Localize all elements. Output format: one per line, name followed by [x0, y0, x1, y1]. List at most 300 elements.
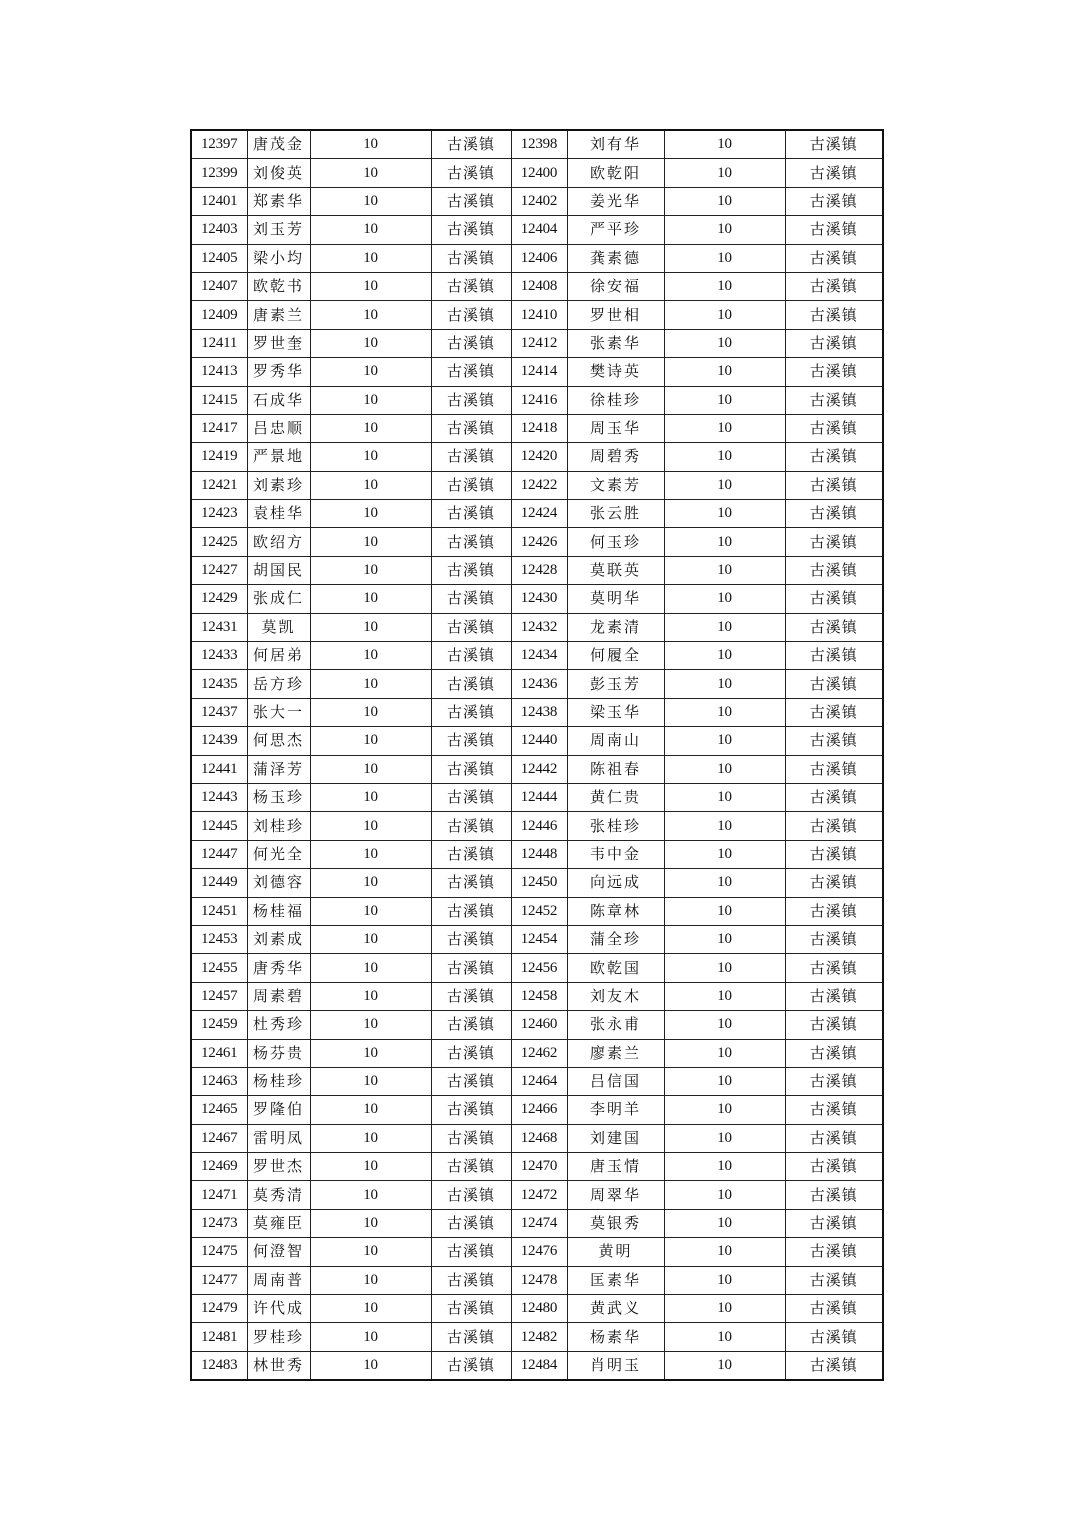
- record-id-cell: 12398: [511, 130, 567, 159]
- table-row: [191, 1011, 883, 1039]
- record-town-cell: 古溪镇: [431, 585, 511, 613]
- record-name-cell: 欧乾书: [247, 272, 310, 300]
- record-amount-cell: 10: [664, 1323, 785, 1351]
- record-id-cell: 12416: [511, 386, 567, 414]
- record-amount-cell: 10: [664, 755, 785, 783]
- record-amount-cell: 10: [664, 1238, 785, 1266]
- record-id-cell: 12407: [191, 272, 247, 300]
- record-name-cell: 肖明玉: [567, 1351, 664, 1380]
- record-amount-cell: 10: [310, 613, 431, 641]
- record-name-cell: 徐安福: [567, 272, 664, 300]
- record-id-cell: 12462: [511, 1039, 567, 1067]
- record-town-cell: 古溪镇: [431, 1323, 511, 1351]
- record-town-cell: 古溪镇: [431, 1096, 511, 1124]
- record-id-cell: 12449: [191, 869, 247, 897]
- record-id-cell: 12464: [511, 1067, 567, 1095]
- record-id-cell: 12450: [511, 869, 567, 897]
- record-id-cell: 12427: [191, 556, 247, 584]
- record-name-cell: 何光全: [247, 840, 310, 868]
- record-town-cell: 古溪镇: [431, 500, 511, 528]
- record-town-cell: 古溪镇: [785, 613, 883, 641]
- record-town-cell: 古溪镇: [431, 358, 511, 386]
- record-name-cell: 欧乾阳: [567, 159, 664, 187]
- record-id-cell: 12475: [191, 1238, 247, 1266]
- record-amount-cell: 10: [664, 272, 785, 300]
- record-amount-cell: 10: [664, 1124, 785, 1152]
- record-amount-cell: 10: [310, 1096, 431, 1124]
- record-name-cell: 刘有华: [567, 130, 664, 159]
- record-town-cell: 古溪镇: [431, 216, 511, 244]
- record-amount-cell: 10: [310, 1266, 431, 1294]
- record-name-cell: 梁玉华: [567, 698, 664, 726]
- record-town-cell: 古溪镇: [785, 187, 883, 215]
- record-amount-cell: 10: [310, 244, 431, 272]
- record-id-cell: 12459: [191, 1011, 247, 1039]
- record-name-cell: 何履全: [567, 642, 664, 670]
- record-name-cell: 廖素兰: [567, 1039, 664, 1067]
- record-amount-cell: 10: [664, 216, 785, 244]
- record-id-cell: 12460: [511, 1011, 567, 1039]
- record-name-cell: 严景地: [247, 443, 310, 471]
- record-town-cell: 古溪镇: [785, 585, 883, 613]
- table-row: [191, 925, 883, 953]
- record-amount-cell: 10: [310, 301, 431, 329]
- record-town-cell: 古溪镇: [785, 471, 883, 499]
- record-town-cell: 古溪镇: [431, 386, 511, 414]
- record-id-cell: 12438: [511, 698, 567, 726]
- record-amount-cell: 10: [310, 216, 431, 244]
- record-amount-cell: 10: [664, 783, 785, 811]
- record-name-cell: 罗世杰: [247, 1153, 310, 1181]
- record-name-cell: 匡素华: [567, 1266, 664, 1294]
- record-name-cell: 唐玉情: [567, 1153, 664, 1181]
- table-row: [191, 1153, 883, 1181]
- record-id-cell: 12467: [191, 1124, 247, 1152]
- record-name-cell: 罗桂珍: [247, 1323, 310, 1351]
- record-id-cell: 12431: [191, 613, 247, 641]
- table-row: [191, 982, 883, 1010]
- record-id-cell: 12451: [191, 897, 247, 925]
- record-name-cell: 杨玉珍: [247, 783, 310, 811]
- record-name-cell: 李明羊: [567, 1096, 664, 1124]
- record-amount-cell: 10: [664, 500, 785, 528]
- record-id-cell: 12440: [511, 727, 567, 755]
- record-name-cell: 周碧秀: [567, 443, 664, 471]
- record-amount-cell: 10: [664, 982, 785, 1010]
- record-town-cell: 古溪镇: [431, 1295, 511, 1323]
- records-table-container: [190, 129, 882, 1381]
- record-amount-cell: 10: [664, 301, 785, 329]
- record-id-cell: 12447: [191, 840, 247, 868]
- record-id-cell: 12442: [511, 755, 567, 783]
- record-town-cell: 古溪镇: [431, 528, 511, 556]
- record-town-cell: 古溪镇: [785, 812, 883, 840]
- table-row: [191, 1209, 883, 1237]
- record-name-cell: 张桂珍: [567, 812, 664, 840]
- table-row: [191, 556, 883, 584]
- record-name-cell: 欧绍方: [247, 528, 310, 556]
- record-id-cell: 12433: [191, 642, 247, 670]
- record-town-cell: 古溪镇: [431, 698, 511, 726]
- record-amount-cell: 10: [310, 1295, 431, 1323]
- record-amount-cell: 10: [664, 1039, 785, 1067]
- record-amount-cell: 10: [664, 1067, 785, 1095]
- table-row: [191, 1266, 883, 1294]
- record-town-cell: 古溪镇: [785, 414, 883, 442]
- record-id-cell: 12437: [191, 698, 247, 726]
- table-row: [191, 500, 883, 528]
- record-amount-cell: 10: [664, 1153, 785, 1181]
- record-name-cell: 莫银秀: [567, 1209, 664, 1237]
- record-amount-cell: 10: [664, 670, 785, 698]
- record-town-cell: 古溪镇: [431, 840, 511, 868]
- record-id-cell: 12430: [511, 585, 567, 613]
- record-name-cell: 樊诗英: [567, 358, 664, 386]
- record-name-cell: 吕忠顺: [247, 414, 310, 442]
- record-town-cell: 古溪镇: [785, 1323, 883, 1351]
- record-amount-cell: 10: [664, 130, 785, 159]
- record-amount-cell: 10: [310, 528, 431, 556]
- record-name-cell: 文素芳: [567, 471, 664, 499]
- record-id-cell: 12402: [511, 187, 567, 215]
- record-amount-cell: 10: [664, 329, 785, 357]
- record-name-cell: 刘素珍: [247, 471, 310, 499]
- table-row: [191, 1238, 883, 1266]
- record-id-cell: 12452: [511, 897, 567, 925]
- record-id-cell: 12423: [191, 500, 247, 528]
- record-name-cell: 张云胜: [567, 500, 664, 528]
- record-amount-cell: 10: [664, 1181, 785, 1209]
- record-id-cell: 12422: [511, 471, 567, 499]
- record-name-cell: 张永甫: [567, 1011, 664, 1039]
- record-town-cell: 古溪镇: [431, 1351, 511, 1380]
- table-row: [191, 1039, 883, 1067]
- table-row: [191, 414, 883, 442]
- record-town-cell: 古溪镇: [431, 414, 511, 442]
- record-id-cell: 12482: [511, 1323, 567, 1351]
- record-amount-cell: 10: [664, 1266, 785, 1294]
- record-town-cell: 古溪镇: [785, 727, 883, 755]
- record-amount-cell: 10: [664, 414, 785, 442]
- record-id-cell: 12468: [511, 1124, 567, 1152]
- record-town-cell: 古溪镇: [431, 642, 511, 670]
- record-id-cell: 12453: [191, 925, 247, 953]
- record-amount-cell: 10: [664, 585, 785, 613]
- record-amount-cell: 10: [310, 585, 431, 613]
- record-id-cell: 12403: [191, 216, 247, 244]
- record-id-cell: 12477: [191, 1266, 247, 1294]
- record-amount-cell: 10: [664, 187, 785, 215]
- table-row: [191, 358, 883, 386]
- record-amount-cell: 10: [664, 358, 785, 386]
- record-id-cell: 12415: [191, 386, 247, 414]
- record-id-cell: 12466: [511, 1096, 567, 1124]
- record-town-cell: 古溪镇: [431, 187, 511, 215]
- record-town-cell: 古溪镇: [431, 272, 511, 300]
- record-amount-cell: 10: [664, 954, 785, 982]
- record-amount-cell: 10: [664, 386, 785, 414]
- record-town-cell: 古溪镇: [431, 727, 511, 755]
- record-name-cell: 张成仁: [247, 585, 310, 613]
- record-town-cell: 古溪镇: [785, 1011, 883, 1039]
- record-name-cell: 蒲泽芳: [247, 755, 310, 783]
- record-amount-cell: 10: [310, 670, 431, 698]
- record-name-cell: 唐秀华: [247, 954, 310, 982]
- record-name-cell: 刘建国: [567, 1124, 664, 1152]
- record-name-cell: 唐茂金: [247, 130, 310, 159]
- table-row: [191, 471, 883, 499]
- record-id-cell: 12425: [191, 528, 247, 556]
- record-id-cell: 12472: [511, 1181, 567, 1209]
- record-amount-cell: 10: [310, 130, 431, 159]
- record-town-cell: 古溪镇: [785, 869, 883, 897]
- record-town-cell: 古溪镇: [431, 670, 511, 698]
- record-amount-cell: 10: [664, 698, 785, 726]
- record-town-cell: 古溪镇: [785, 1295, 883, 1323]
- record-town-cell: 古溪镇: [431, 925, 511, 953]
- record-town-cell: 古溪镇: [785, 272, 883, 300]
- record-amount-cell: 10: [664, 869, 785, 897]
- record-name-cell: 向远成: [567, 869, 664, 897]
- record-town-cell: 古溪镇: [785, 301, 883, 329]
- record-town-cell: 古溪镇: [785, 216, 883, 244]
- record-id-cell: 12434: [511, 642, 567, 670]
- record-amount-cell: 10: [664, 1096, 785, 1124]
- table-row: [191, 301, 883, 329]
- table-row: [191, 386, 883, 414]
- table-row: [191, 159, 883, 187]
- record-amount-cell: 10: [310, 471, 431, 499]
- record-id-cell: 12454: [511, 925, 567, 953]
- record-id-cell: 12484: [511, 1351, 567, 1380]
- record-name-cell: 莫联英: [567, 556, 664, 584]
- record-amount-cell: 10: [664, 556, 785, 584]
- table-row: [191, 897, 883, 925]
- record-id-cell: 12473: [191, 1209, 247, 1237]
- record-id-cell: 12424: [511, 500, 567, 528]
- record-amount-cell: 10: [310, 642, 431, 670]
- record-amount-cell: 10: [664, 613, 785, 641]
- record-id-cell: 12439: [191, 727, 247, 755]
- record-amount-cell: 10: [310, 500, 431, 528]
- record-town-cell: 古溪镇: [785, 1096, 883, 1124]
- record-town-cell: 古溪镇: [431, 556, 511, 584]
- table-row: [191, 613, 883, 641]
- record-amount-cell: 10: [664, 642, 785, 670]
- record-id-cell: 12421: [191, 471, 247, 499]
- record-amount-cell: 10: [310, 187, 431, 215]
- table-row: [191, 528, 883, 556]
- record-town-cell: 古溪镇: [431, 1209, 511, 1237]
- record-name-cell: 罗世相: [567, 301, 664, 329]
- record-name-cell: 吕信国: [567, 1067, 664, 1095]
- record-town-cell: 古溪镇: [785, 755, 883, 783]
- record-amount-cell: 10: [664, 159, 785, 187]
- table-row: [191, 329, 883, 357]
- record-town-cell: 古溪镇: [785, 556, 883, 584]
- record-id-cell: 12414: [511, 358, 567, 386]
- record-town-cell: 古溪镇: [431, 982, 511, 1010]
- table-row: [191, 869, 883, 897]
- record-town-cell: 古溪镇: [431, 471, 511, 499]
- record-name-cell: 杨芬贵: [247, 1039, 310, 1067]
- table-row: [191, 954, 883, 982]
- record-amount-cell: 10: [664, 812, 785, 840]
- table-row: [191, 1351, 883, 1380]
- table-row: [191, 1295, 883, 1323]
- record-id-cell: 12436: [511, 670, 567, 698]
- record-amount-cell: 10: [310, 1209, 431, 1237]
- record-id-cell: 12470: [511, 1153, 567, 1181]
- record-name-cell: 莫明华: [567, 585, 664, 613]
- record-id-cell: 12455: [191, 954, 247, 982]
- table-row: [191, 585, 883, 613]
- record-name-cell: 何思杰: [247, 727, 310, 755]
- record-amount-cell: 10: [310, 1238, 431, 1266]
- record-name-cell: 莫雍臣: [247, 1209, 310, 1237]
- record-town-cell: 古溪镇: [431, 1266, 511, 1294]
- record-id-cell: 12406: [511, 244, 567, 272]
- record-amount-cell: 10: [310, 783, 431, 811]
- record-id-cell: 12441: [191, 755, 247, 783]
- record-name-cell: 罗秀华: [247, 358, 310, 386]
- record-name-cell: 石成华: [247, 386, 310, 414]
- record-amount-cell: 10: [310, 840, 431, 868]
- table-row: [191, 727, 883, 755]
- record-amount-cell: 10: [310, 443, 431, 471]
- record-name-cell: 龚素德: [567, 244, 664, 272]
- record-name-cell: 许代成: [247, 1295, 310, 1323]
- record-id-cell: 12479: [191, 1295, 247, 1323]
- record-town-cell: 古溪镇: [785, 500, 883, 528]
- record-town-cell: 古溪镇: [785, 1238, 883, 1266]
- record-amount-cell: 10: [664, 897, 785, 925]
- table-row: [191, 130, 883, 159]
- record-amount-cell: 10: [664, 925, 785, 953]
- record-amount-cell: 10: [310, 1011, 431, 1039]
- record-name-cell: 彭玉芳: [567, 670, 664, 698]
- record-id-cell: 12483: [191, 1351, 247, 1380]
- record-id-cell: 12476: [511, 1238, 567, 1266]
- record-amount-cell: 10: [310, 1181, 431, 1209]
- table-row: [191, 1067, 883, 1095]
- record-town-cell: 古溪镇: [785, 1067, 883, 1095]
- record-amount-cell: 10: [310, 755, 431, 783]
- record-id-cell: 12461: [191, 1039, 247, 1067]
- record-amount-cell: 10: [664, 471, 785, 499]
- record-town-cell: 古溪镇: [431, 783, 511, 811]
- record-id-cell: 12420: [511, 443, 567, 471]
- record-town-cell: 古溪镇: [785, 642, 883, 670]
- record-name-cell: 周玉华: [567, 414, 664, 442]
- record-amount-cell: 10: [310, 1067, 431, 1095]
- record-amount-cell: 10: [310, 414, 431, 442]
- record-name-cell: 胡国民: [247, 556, 310, 584]
- records-table: [190, 129, 884, 1381]
- record-name-cell: 陈祖春: [567, 755, 664, 783]
- record-town-cell: 古溪镇: [785, 358, 883, 386]
- record-name-cell: 刘桂珍: [247, 812, 310, 840]
- record-id-cell: 12432: [511, 613, 567, 641]
- record-town-cell: 古溪镇: [431, 1153, 511, 1181]
- record-town-cell: 古溪镇: [785, 329, 883, 357]
- record-name-cell: 罗隆伯: [247, 1096, 310, 1124]
- record-town-cell: 古溪镇: [785, 1266, 883, 1294]
- record-name-cell: 周翠华: [567, 1181, 664, 1209]
- record-town-cell: 古溪镇: [431, 897, 511, 925]
- record-amount-cell: 10: [664, 244, 785, 272]
- record-amount-cell: 10: [310, 358, 431, 386]
- record-amount-cell: 10: [310, 1153, 431, 1181]
- record-id-cell: 12456: [511, 954, 567, 982]
- record-name-cell: 严平珍: [567, 216, 664, 244]
- record-town-cell: 古溪镇: [785, 698, 883, 726]
- record-amount-cell: 10: [664, 443, 785, 471]
- record-id-cell: 12399: [191, 159, 247, 187]
- record-id-cell: 12418: [511, 414, 567, 442]
- record-name-cell: 林世秀: [247, 1351, 310, 1380]
- record-town-cell: 古溪镇: [431, 1124, 511, 1152]
- record-town-cell: 古溪镇: [431, 159, 511, 187]
- record-town-cell: 古溪镇: [431, 301, 511, 329]
- record-id-cell: 12411: [191, 329, 247, 357]
- record-amount-cell: 10: [664, 1209, 785, 1237]
- record-id-cell: 12463: [191, 1067, 247, 1095]
- record-id-cell: 12417: [191, 414, 247, 442]
- record-name-cell: 岳方珍: [247, 670, 310, 698]
- record-name-cell: 周素碧: [247, 982, 310, 1010]
- record-name-cell: 何居弟: [247, 642, 310, 670]
- record-id-cell: 12465: [191, 1096, 247, 1124]
- record-id-cell: 12428: [511, 556, 567, 584]
- record-name-cell: 雷明凤: [247, 1124, 310, 1152]
- record-id-cell: 12413: [191, 358, 247, 386]
- record-name-cell: 杜秀珍: [247, 1011, 310, 1039]
- record-town-cell: 古溪镇: [785, 159, 883, 187]
- record-name-cell: 刘俊英: [247, 159, 310, 187]
- record-town-cell: 古溪镇: [785, 244, 883, 272]
- record-amount-cell: 10: [310, 1323, 431, 1351]
- record-id-cell: 12443: [191, 783, 247, 811]
- record-name-cell: 龙素清: [567, 613, 664, 641]
- record-town-cell: 古溪镇: [431, 1011, 511, 1039]
- record-town-cell: 古溪镇: [431, 1238, 511, 1266]
- record-town-cell: 古溪镇: [785, 1209, 883, 1237]
- record-id-cell: 12446: [511, 812, 567, 840]
- record-id-cell: 12412: [511, 329, 567, 357]
- record-id-cell: 12480: [511, 1295, 567, 1323]
- record-town-cell: 古溪镇: [431, 755, 511, 783]
- record-id-cell: 12419: [191, 443, 247, 471]
- record-id-cell: 12404: [511, 216, 567, 244]
- record-name-cell: 徐桂珍: [567, 386, 664, 414]
- record-town-cell: 古溪镇: [785, 982, 883, 1010]
- table-row: [191, 1096, 883, 1124]
- table-row: [191, 216, 883, 244]
- record-name-cell: 黄武义: [567, 1295, 664, 1323]
- record-amount-cell: 10: [310, 272, 431, 300]
- record-id-cell: 12469: [191, 1153, 247, 1181]
- record-amount-cell: 10: [664, 727, 785, 755]
- record-name-cell: 袁桂华: [247, 500, 310, 528]
- record-town-cell: 古溪镇: [785, 783, 883, 811]
- table-row: [191, 1181, 883, 1209]
- record-name-cell: 莫凯: [247, 613, 310, 641]
- record-town-cell: 古溪镇: [785, 130, 883, 159]
- record-name-cell: 韦中金: [567, 840, 664, 868]
- record-name-cell: 陈章林: [567, 897, 664, 925]
- table-row: [191, 1124, 883, 1152]
